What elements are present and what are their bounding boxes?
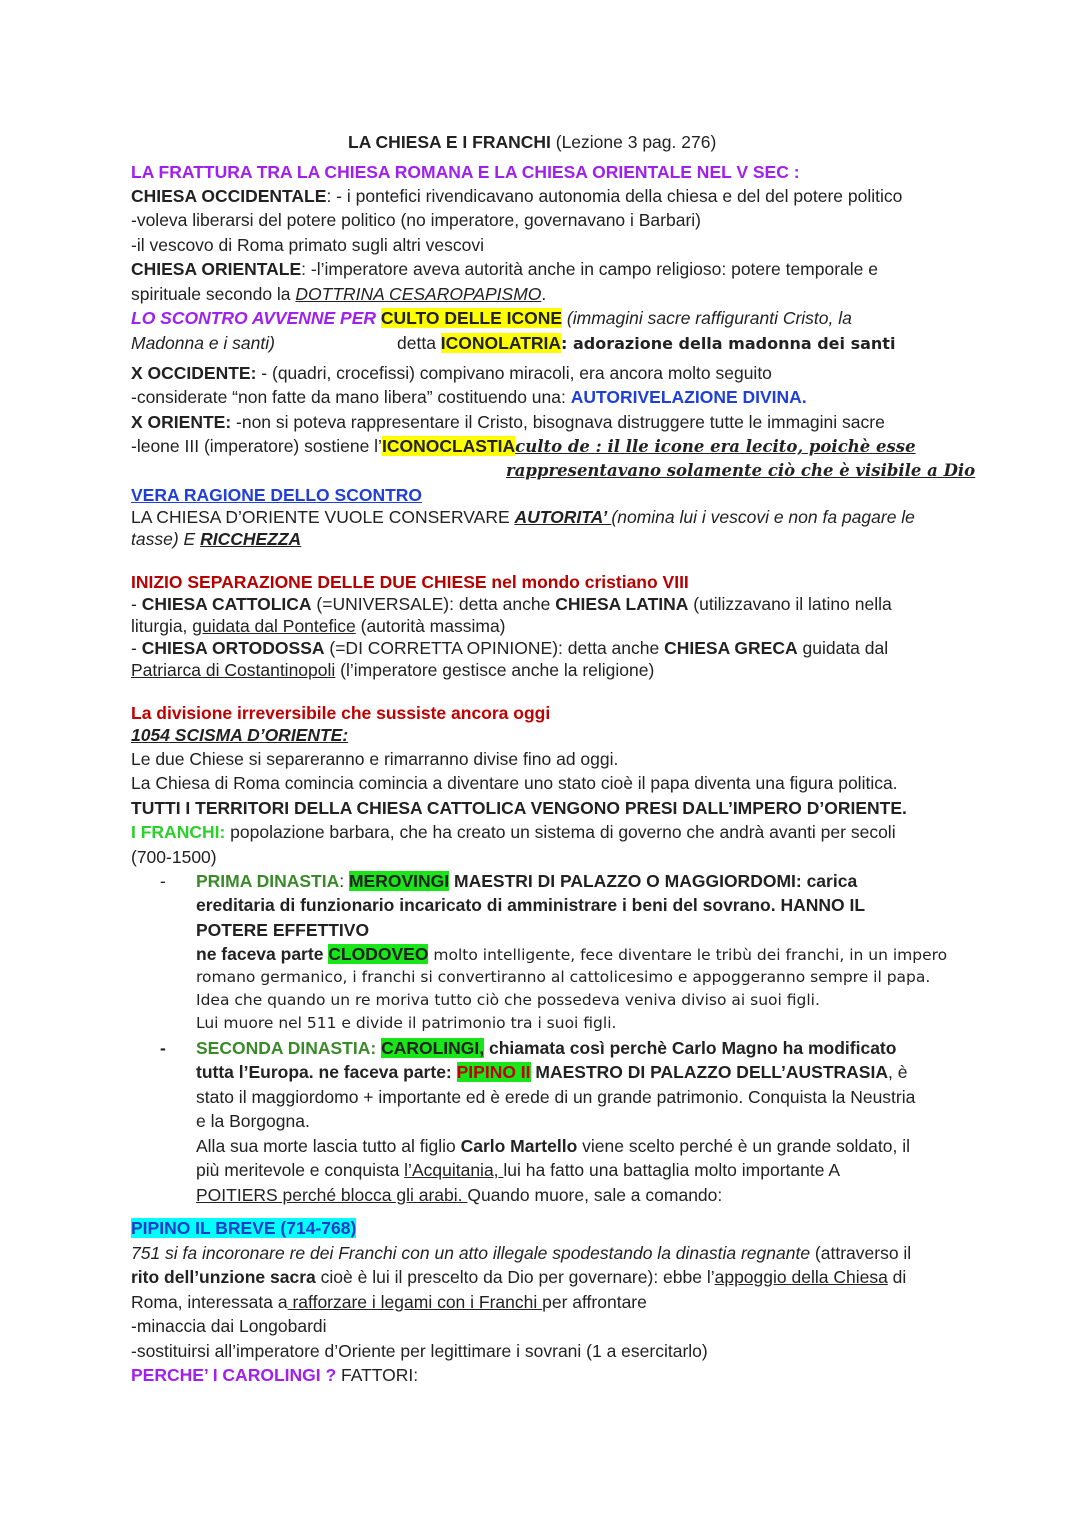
culto-icone-highlight: CULTO DELLE ICONE: [380, 308, 563, 328]
occidentale-text: : - i pontefici rivendicavano autonomia della chiesa e del del potere politico: [326, 186, 903, 206]
separazione-heading: [131, 571, 689, 593]
orientale-line-2: [131, 283, 546, 305]
franchi-line-2: (700-1500): [131, 847, 217, 867]
acquitania: l’Acquitania,: [404, 1160, 504, 1180]
seconda-dinastia-line-2: [196, 1061, 907, 1083]
di: di: [887, 1267, 907, 1287]
handwritten-note-2: rappresentavano solamente ciò che è visibile a Dio: [506, 461, 976, 480]
ortodossa-text: (=DI CORRETTA OPINIONE): detta anche: [324, 638, 665, 658]
seconda-dinastia-line-7: [196, 1184, 722, 1206]
dash: -: [131, 594, 142, 614]
quando-muore: Quando muore, sale a comando:: [467, 1185, 723, 1205]
pipino-line-5: -sostituirsi all’imperatore d’Oriente per legittimare i sovrani (1 a esercitarlo): [131, 1341, 708, 1361]
x-occidente-text: - (quadri, crocefissi) compivano miracoli, era ancora molto seguito: [256, 363, 772, 383]
pipino-ii-highlight: PIPINO II: [456, 1062, 531, 1082]
seconda-dinastia-label: SECONDA DINASTIA:: [196, 1038, 377, 1058]
pipino-text-2: cioè è lui il prescelto da Dio per governare): ebbe l’: [315, 1267, 715, 1287]
pipino-il-breve-highlight: PIPINO IL BREVE (714-768): [131, 1218, 357, 1238]
title-main: LA CHIESA E I FRANCHI: [348, 132, 551, 152]
separazione-heading-b: nel mondo cristiano VIII: [486, 572, 689, 592]
ortodossa-line-1: [131, 637, 888, 659]
merovingi-highlight: MEROVINGI: [348, 871, 450, 891]
patriarca: Patriarca di Costantinopoli: [131, 660, 336, 680]
scontro-line-2: Madonna e i santi): [131, 333, 275, 353]
prima-dinastia-line-2: ereditaria di funzionario incaricato di amministrare i beni del sovrano. HANNO IL: [196, 895, 866, 915]
autorivelazione-divina: AUTORIVELAZIONE DIVINA.: [570, 387, 807, 407]
x-oriente-line-1: [131, 411, 885, 433]
ricchezza: RICCHEZZA: [200, 529, 302, 549]
scisma-heading: 1054 SCISMA D’ORIENTE:: [131, 725, 349, 745]
perche-carolingi: PERCHE’ I CAROLINGI ?: [131, 1365, 337, 1385]
divisione-heading: La divisione irreversibile che sussiste ancora oggi: [131, 703, 551, 723]
pipino-line-1: [131, 1242, 911, 1264]
carolingi-text: chiamata così perchè Carlo Magno ha modificato: [484, 1038, 897, 1058]
ragione-note: (nomina lui i vescovi e non fa pagare le: [611, 507, 915, 527]
ortodossa-line-2: [131, 659, 654, 681]
carlo-martello: Carlo Martello: [460, 1136, 578, 1156]
scontro-line-1: [131, 307, 852, 329]
cattolica-text-2: (utilizzavano il latino nella: [688, 594, 892, 614]
seconda-dinastia-line-4: e la Borgogna.: [196, 1111, 310, 1131]
clodoveo-highlight: CLODOVEO: [328, 944, 429, 964]
x-oriente-text-2: -leone III (imperatore) sostiene l’: [131, 436, 382, 456]
x-oriente-line-2: [131, 435, 916, 458]
ragione-text: LA CHIESA D’ORIENTE VUOLE CONSERVARE: [131, 507, 515, 527]
seconda-dinastia-line-3: stato il maggiordomo + importante ed è erede di un grande patrimonio. Conquista la Neustria: [196, 1087, 916, 1107]
occidentale-line-1: [131, 185, 902, 207]
pipino-line-3: [131, 1291, 647, 1313]
chiesa-ortodossa: CHIESA ORTODOSSA: [141, 638, 325, 658]
alla-sua-morte: Alla sua morte lascia tutto al figlio: [196, 1136, 461, 1156]
scontro-desc: (immagini sacre raffiguranti Cristo, la: [562, 308, 852, 328]
chiesa-greca: CHIESA GRECA: [664, 638, 798, 658]
page-title: [348, 131, 716, 153]
prima-dinastia-line-4: [196, 943, 947, 966]
roma-interessata: Roma, interessata a: [131, 1292, 288, 1312]
seconda-dinastia-line-6: [196, 1159, 840, 1181]
occidentale-line-3: -il vescovo di Roma primato sugli altri vescovi: [131, 235, 485, 255]
prima-dinastia-line-6: Idea che quando un re moriva tutto ciò che possedeva veniva diviso ai suoi figli.: [196, 991, 820, 1009]
occidentale-line-2: -voleva liberarsi del potere politico (no imperatore, governavano i Barbari): [131, 210, 702, 230]
dash: -: [131, 638, 142, 658]
pipino-text-b: (attraverso il: [810, 1243, 912, 1263]
pipino-text: 751 si fa incoronare re dei Franchi con un atto illegale spodestando la dinastia regnante: [131, 1243, 811, 1263]
chiesa-latina: CHIESA LATINA: [555, 594, 689, 614]
ragione-text-2: tasse) E: [131, 529, 201, 549]
separazione-heading-a: INIZIO SEPARAZIONE DELLE DUE CHIESE: [131, 572, 487, 592]
x-occidente-line-1: [131, 362, 772, 384]
carlo-martello-text: viene scelto perché è un grande soldato, il: [577, 1136, 910, 1156]
occidentale-label: CHIESA OCCIDENTALE: [131, 186, 327, 206]
handwritten-note-1: culto de : il lle icone era lecito, poichè esse: [515, 437, 916, 456]
x-occidente-text-2: -considerate “non fatte da mano libera” costituendo una:: [131, 387, 571, 407]
piu-meritevole: più meritevole e conquista: [196, 1160, 405, 1180]
per-affrontare: per affrontare: [542, 1292, 647, 1312]
prima-dinastia-line-7: Lui muore nel 511 e divide il patrimonio tra i suoi figli.: [196, 1014, 617, 1032]
seconda-dinastia-line-1: [196, 1037, 896, 1059]
orientale-line-1: [131, 258, 878, 280]
carolingi-highlight: CAROLINGI,: [381, 1038, 485, 1058]
ortodossa-text-2: guidata dal: [797, 638, 889, 658]
maestri-di-palazzo: MAESTRI DI PALAZZO O MAGGIORDOMI: carica: [449, 871, 858, 891]
chiesa-cattolica: CHIESA CATTOLICA: [141, 594, 312, 614]
ortodossa-text-3: (l’imperatore gestisce anche la religione): [335, 660, 655, 680]
frattura-heading: LA FRATTURA TRA LA CHIESA ROMANA E LA CHIESA ORIENTALE NEL V SEC :: [131, 162, 800, 182]
divisione-line-2: La Chiesa di Roma comincia comincia a diventare uno stato cioè il papa diventa una figura politica.: [131, 773, 898, 793]
bullet-dash-1: -: [160, 871, 166, 891]
cattolica-line-2: [131, 615, 506, 637]
ne-faceva-parte-2: tutta l’Europa. ne faceva parte:: [196, 1062, 457, 1082]
clodoveo-text: molto intelligente, fece diventare le tribù dei franchi, in un impero: [428, 946, 948, 964]
appoggio-chiesa: appoggio della Chiesa: [714, 1267, 888, 1287]
rafforzare-legami: rafforzare i legami con i Franchi: [287, 1292, 543, 1312]
bullet-dash-2: -: [160, 1038, 166, 1058]
x-occidente-line-2: [131, 386, 807, 408]
adorazione: : adorazione della madonna dei santi: [561, 334, 896, 353]
perche-carolingi-line: [131, 1364, 418, 1386]
maestro-austrasia: MAESTRO DI PALAZZO DELL’AUSTRASIA: [530, 1062, 888, 1082]
ragione-line-1: [131, 506, 915, 528]
divisione-line-3: TUTTI I TERRITORI DELLA CHIESA CATTOLICA VENGONO PRESI DALL’IMPERO D’ORIENTE.: [131, 798, 907, 818]
autorita: AUTORITA’: [514, 507, 612, 527]
period: .: [541, 284, 547, 304]
seconda-dinastia-line-5: [196, 1135, 910, 1157]
cattolica-text-3: liturgia,: [131, 616, 193, 636]
cattolica-line-1: [131, 593, 892, 615]
poitiers: POITIERS perché blocca gli arabi.: [196, 1185, 468, 1205]
scontro-lead: LO SCONTRO AVVENNE PER: [131, 308, 381, 328]
iconolatria-line: [397, 332, 895, 355]
ragione-heading: VERA RAGIONE DELLO SCONTRO: [131, 485, 423, 505]
guidata-dal-pontefice: guidata dal Pontefice: [192, 616, 356, 636]
prima-dinastia-line-1: [196, 870, 857, 892]
iconoclastia-highlight: ICONOCLASTIA: [381, 436, 516, 456]
iconolatria-highlight: ICONOLATRIA: [440, 333, 562, 353]
x-oriente-label: X ORIENTE:: [131, 412, 232, 432]
orientale-label: CHIESA ORIENTALE: [131, 259, 302, 279]
orientale-text-2: spirituale secondo la: [131, 284, 296, 304]
ne-faceva-parte: ne faceva parte: [196, 944, 329, 964]
title-ref: (Lezione 3 pag. 276): [550, 132, 717, 152]
divisione-line-1: Le due Chiese si separeranno e rimarranno divise fino ad oggi.: [131, 749, 619, 769]
x-oriente-text: -non si poteva rappresentare il Cristo, bisognava distruggere tutte le immagini sacre: [231, 412, 885, 432]
franchi-line-1: [131, 821, 896, 843]
e-comma: , è: [887, 1062, 908, 1082]
prima-dinastia-line-3: POTERE EFFETTIVO: [196, 920, 370, 940]
pipino-line-4: -minaccia dai Longobardi: [131, 1316, 327, 1336]
cattolica-text-4: (autorità massima): [355, 616, 506, 636]
fattori: FATTORI:: [336, 1365, 419, 1385]
ragione-line-2: [131, 528, 301, 550]
pipino-heading-line: [131, 1217, 356, 1239]
colon: :: [339, 871, 349, 891]
rito-unzione-sacra: rito dell’unzione sacra: [131, 1267, 316, 1287]
dottrina-cesaropapismo: DOTTRINA CESAROPAPISMO: [295, 284, 542, 304]
orientale-text: : -l’imperatore aveva autorità anche in campo religioso: potere temporale e: [301, 259, 878, 279]
cattolica-text: (=UNIVERSALE): detta anche: [311, 594, 556, 614]
detta: detta: [397, 333, 441, 353]
franchi-label: I FRANCHI:: [131, 822, 226, 842]
battaglia: lui ha fatto una battaglia molto importante A: [503, 1160, 841, 1180]
prima-dinastia-line-5: romano germanico, i franchi si convertiranno al cattolicesimo e appoggeranno sempre il papa.: [196, 968, 931, 986]
pipino-line-2: [131, 1266, 906, 1288]
prima-dinastia-label: PRIMA DINASTIA: [196, 871, 340, 891]
x-occidente-label: X OCCIDENTE:: [131, 363, 257, 383]
franchi-text: popolazione barbara, che ha creato un sistema di governo che andrà avanti per secoli: [225, 822, 896, 842]
